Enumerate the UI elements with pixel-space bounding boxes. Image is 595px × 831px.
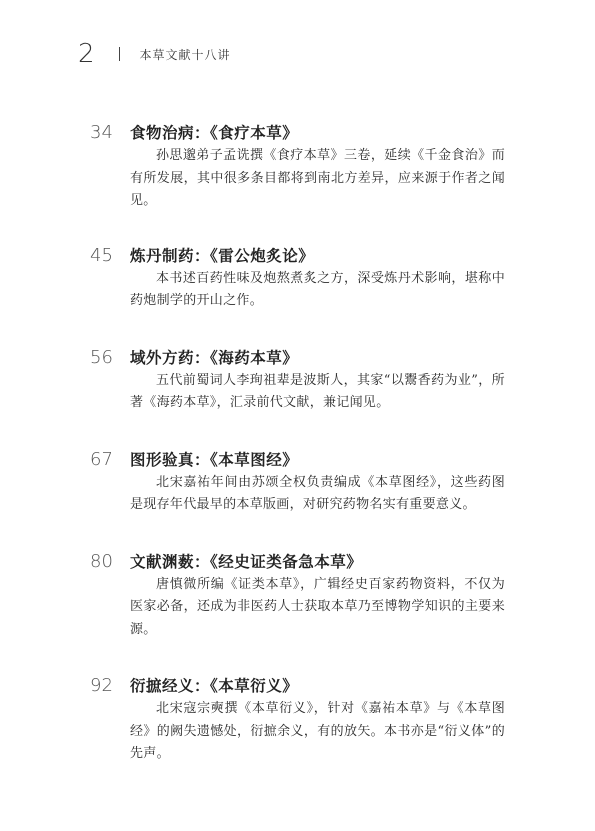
toc-chapter-title[interactable]: 文献渊薮：《经史证类备急本草》 (130, 552, 363, 571)
toc-entry (90, 122, 505, 213)
toc-entry (90, 675, 505, 766)
toc-chapter-summary: 北宋嘉祐年间由苏颂全权负责编成《本草图经》，这些药图是现存年代最早的本草版画，对研究药物名实有重要意义。 (130, 474, 505, 512)
toc-chapter-title[interactable]: 域外方药：《海药本草》 (130, 348, 299, 367)
toc-entry (90, 245, 505, 313)
toc-chapter-summary: 本书述百药性味及炮熬煮炙之方，深受炼丹术影响，堪称中药炮制学的开山之作。 (130, 270, 505, 308)
toc-chapter-summary: 五代前蜀词人李珣祖辈是波斯人，其家“以鬻香药为业”，所著《海药本草》，汇录前代文献，兼记闻见。 (130, 372, 505, 410)
toc-chapter-summary: 北宋寇宗奭撰《本草衍义》，针对《嘉祐本草》与《本草图经》的阙失遗憾处，衍摭余义，有的放矢。本书亦是“衍义体”的先声。 (130, 701, 505, 761)
toc-page-number: 80 (90, 550, 113, 572)
toc-entry (90, 347, 505, 415)
page-number: 2 (78, 39, 95, 69)
toc-page-number: 67 (90, 448, 113, 470)
toc-page-number: 45 (90, 244, 113, 266)
header-divider (119, 47, 120, 61)
page-header (78, 40, 231, 68)
toc-chapter-summary: 孙思邈弟子孟诜撰《食疗本草》三卷，延续《千金食治》而有所发展，其中很多条目都将到南北方差异，应来源于作者之闻见。 (130, 148, 505, 208)
toc-chapter-title[interactable]: 衍摭经义：《本草衍义》 (130, 677, 299, 695)
book-title: 本草文献十八讲 (139, 47, 231, 62)
toc-chapter-summary: 唐慎微所编《证类本草》，广辑经史百家药物资料，不仅为医家必备，还成为非医药人士获取本草乃至博物学知识的主要来源。 (130, 576, 505, 637)
toc-page-number: 56 (90, 346, 113, 368)
toc-entry (90, 551, 505, 642)
toc-chapter-title[interactable]: 图形验真：《本草图经》 (130, 450, 299, 469)
toc-entry (90, 449, 505, 517)
toc-page-number: 92 (90, 675, 113, 696)
table-of-contents (90, 122, 505, 766)
toc-chapter-title[interactable]: 炼丹制药：《雷公炮炙论》 (130, 246, 315, 265)
toc-chapter-title[interactable]: 食物治病：《食疗本草》 (130, 124, 299, 142)
toc-page-number: 34 (90, 122, 113, 143)
